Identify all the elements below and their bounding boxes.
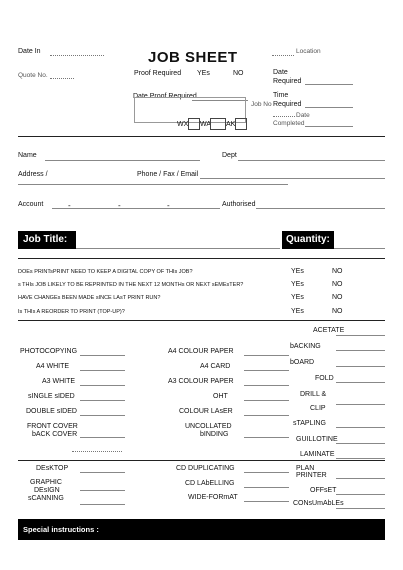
page-title: JOB SHEET (148, 49, 238, 66)
a3-colour-paper-field[interactable] (244, 385, 289, 386)
authorised-field[interactable] (256, 208, 385, 209)
board-field[interactable] (336, 366, 385, 367)
question-no-option[interactable]: NO (332, 294, 343, 301)
single-sided-label: sINGLE sIDED (28, 393, 75, 400)
date-required-label-1: Date (273, 69, 288, 76)
binding-label: bINDING (200, 431, 229, 438)
a3-colour-paper-label: A3 COLOUR PAPER (168, 378, 234, 385)
quote-no-label: Quote No. (18, 72, 48, 79)
cd-duplicating-label: CD DUPLICATING (176, 465, 235, 472)
question-text: Is THIs A REORDER TO PRINT (TOP-UP)? (18, 309, 125, 315)
questions-bottom-divider (18, 320, 385, 321)
offset-field[interactable] (336, 494, 385, 495)
location-label: Location (296, 48, 321, 55)
question-text: HAVE CHANGEs BEEN MADE sINCE LAsT PRINT RUN? (18, 295, 161, 301)
colour-laser-field[interactable] (244, 415, 289, 416)
date-completed-field[interactable] (305, 126, 353, 127)
phone-field[interactable] (200, 178, 385, 179)
cd-labelling-label: CD LAbELLING (185, 480, 235, 487)
front-cover-label: FRONT COVER (27, 423, 78, 430)
design-field[interactable] (80, 490, 125, 491)
question-text: DOEs PRINTsPRINT NEED TO KEEP A DIGITAL COPY OF THIs JOB? (18, 269, 193, 275)
account-sep-3: - (167, 201, 170, 210)
time-required-label-1: Time (273, 92, 289, 99)
drill-label: DRILL & (300, 391, 327, 398)
wx-checkbox[interactable] (188, 118, 200, 130)
backing-label: bACKING (290, 343, 321, 350)
fold-label: FOLD (315, 375, 334, 382)
proof-no-option[interactable]: NO (233, 70, 244, 77)
board-label: bOARD (290, 359, 315, 366)
single-sided-field[interactable] (80, 400, 125, 401)
laminate-field[interactable] (336, 458, 385, 459)
quantity-bar (282, 231, 334, 249)
options-divider (18, 460, 385, 461)
scanning-field[interactable] (80, 504, 125, 505)
job-title-label: Job Title: (23, 234, 68, 245)
wa-checkbox[interactable] (210, 118, 226, 130)
ak-label: AK (226, 121, 236, 128)
account-label: Account (18, 201, 44, 208)
name-label: Name (18, 152, 37, 159)
question-yes-option[interactable]: YEs (291, 294, 304, 301)
wa-label: WA (200, 121, 212, 128)
back-cover-label: bACK COVER (32, 431, 78, 438)
offset-label: OFFsET (310, 487, 337, 494)
guillotine-label: GUILLOTINE (296, 436, 338, 443)
question-no-option[interactable]: NO (332, 308, 343, 315)
stapling-field[interactable] (336, 427, 385, 428)
a4-white-label: A4 WHITE (36, 363, 70, 370)
a3-white-label: A3 WHITE (42, 378, 76, 385)
wide-format-label: WIDE-FORmAT (188, 494, 238, 501)
acetate-field[interactable] (336, 335, 385, 336)
authorised-label: Authorised (222, 201, 256, 208)
time-required-field[interactable] (305, 107, 353, 108)
a4-colour-paper-field[interactable] (244, 355, 289, 356)
a3-white-field[interactable] (80, 385, 125, 386)
graphic-label: GRAPHIC (30, 479, 62, 486)
address-field[interactable] (18, 184, 288, 185)
uncollated-label: UNCOLLATED (185, 423, 232, 430)
laminate-label: LAMINATE (300, 451, 335, 458)
date-completed-dots (273, 116, 295, 117)
quantity-label: Quantity: (286, 234, 330, 245)
quote-no-field[interactable] (50, 78, 74, 79)
cd-labelling-field[interactable] (244, 487, 289, 488)
colour-laser-label: COLOUR LAsER (179, 408, 233, 415)
printer-label: PRINTER (296, 472, 327, 479)
double-sided-field[interactable] (80, 415, 125, 416)
date-completed-label-2: Completed (273, 120, 305, 127)
name-field[interactable] (45, 160, 200, 161)
questions-top-divider (18, 258, 385, 259)
account-sep-2: - (118, 201, 121, 210)
quantity-field[interactable] (334, 248, 385, 249)
account-field[interactable] (52, 208, 220, 209)
account-sep-1: - (68, 201, 71, 210)
time-required-label-2: Required (273, 101, 302, 108)
drill-clip-field[interactable] (336, 404, 385, 405)
plan-label: PLAN (296, 465, 315, 472)
phone-label: Phone / Fax / Email (137, 171, 199, 178)
address-label: Address / (18, 171, 48, 178)
fold-field[interactable] (336, 382, 385, 383)
question-text: s THIs JOB LIKELY TO BE REPRINTED IN THE NEXT 12 MONTHs OR NEXT sEMEsTER? (18, 282, 244, 288)
wx-label: WX (177, 121, 189, 128)
desktop-field[interactable] (80, 472, 125, 473)
wide-format-field[interactable] (244, 501, 289, 502)
design-label: DEsIGN (34, 487, 60, 494)
job-title-field[interactable] (76, 248, 280, 249)
proof-yes-option[interactable]: YEs (197, 70, 210, 77)
acetate-label: ACETATE (313, 327, 345, 334)
ak-checkbox[interactable] (235, 118, 247, 130)
double-sided-label: DOUBLE sIDED (26, 408, 77, 415)
date-proof-required-label: Date Proof Required (133, 93, 197, 100)
a4-colour-paper-label: A4 COLOUR PAPER (168, 348, 234, 355)
scanning-label: sCANNING (28, 495, 64, 502)
dept-field[interactable] (238, 160, 385, 161)
date-in-label: Date In (18, 48, 41, 55)
proof-required-label: Proof Required (134, 70, 182, 77)
photocopying-field[interactable] (80, 355, 125, 356)
job-no-label: Job No (251, 101, 272, 108)
question-no-option[interactable]: NO (332, 268, 343, 275)
location-field[interactable] (272, 55, 294, 56)
a4-white-field[interactable] (80, 370, 125, 371)
a4-card-field[interactable] (244, 370, 289, 371)
binding-field[interactable] (244, 437, 289, 438)
stapling-label: sTAPLING (293, 420, 326, 427)
clip-label: CLIP (310, 405, 326, 412)
question-yes-option[interactable]: YEs (291, 281, 304, 288)
question-yes-option[interactable]: YEs (291, 308, 304, 315)
job-title-bar (18, 231, 76, 249)
a4-card-label: A4 CARD (200, 363, 231, 370)
left-extra-field[interactable] (72, 451, 122, 452)
date-required-field[interactable] (305, 84, 353, 85)
dept-label: Dept (222, 152, 237, 159)
date-completed-label-1: Date (296, 112, 310, 119)
special-instructions-bar[interactable] (18, 519, 385, 540)
plan-printer-field[interactable] (336, 478, 385, 479)
oht-label: OHT (213, 393, 228, 400)
desktop-label: DEsKTOP (36, 465, 69, 472)
date-in-field[interactable] (50, 55, 104, 56)
date-required-label-2: Required (273, 78, 302, 85)
question-yes-option[interactable]: YEs (291, 268, 304, 275)
guillotine-field[interactable] (336, 443, 385, 444)
special-instructions-label: Special instructions : (23, 525, 99, 534)
header-divider (18, 136, 385, 137)
cd-duplicating-field[interactable] (244, 472, 289, 473)
consumables-field[interactable] (336, 508, 385, 509)
oht-field[interactable] (244, 400, 289, 401)
consumables-label: CONsUmAbLEs (293, 500, 344, 507)
photocopying-label: PHOTOCOPYING (20, 348, 78, 355)
cover-field[interactable] (80, 437, 125, 438)
backing-field[interactable] (336, 350, 385, 351)
question-no-option[interactable]: NO (332, 281, 343, 288)
